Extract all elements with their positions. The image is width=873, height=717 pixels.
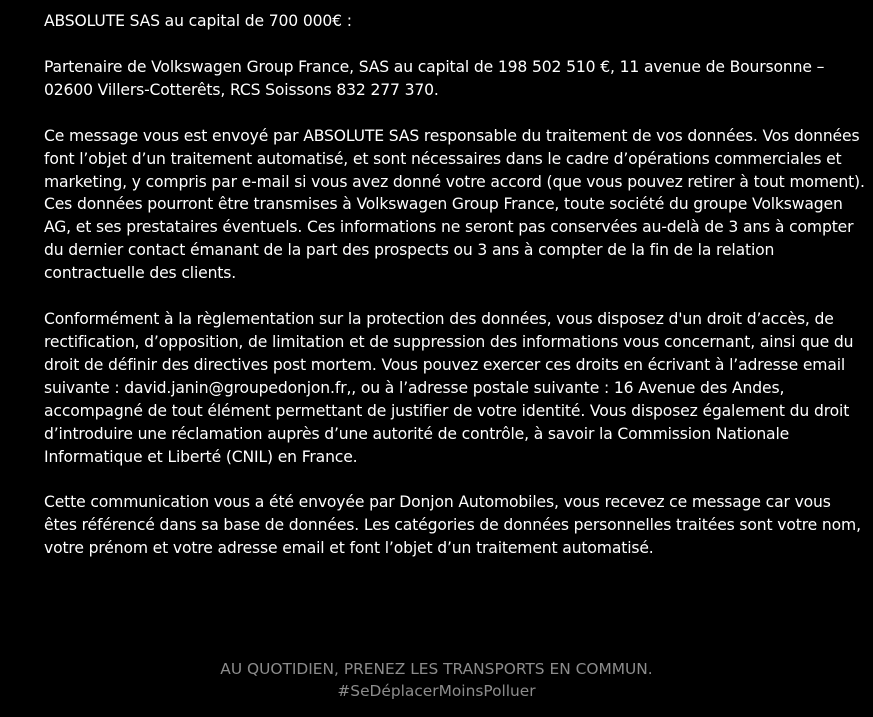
footer-slogan: AU QUOTIDIEN, PRENEZ LES TRANSPORTS EN COMMUN. <box>220 660 653 678</box>
communication-paragraph: Cette communication vous a été envoyée par Donjon Automobiles, vous recevez ce message car vous êtes référencé dans sa base de données. Les catégories de données personnelles traitées sont votre nom, votre prénom et votre adresse email et font l’objet d’un traitement automatisé. <box>44 493 861 558</box>
data-processing-paragraph: Ce message vous est envoyé par ABSOLUTE SAS responsable du traitement de vos données. Vos données font l’objet d’un traitement automatisé, et sont nécessaires dans le cadre d’opérations commerciales et marketing, y compris par e-mail si vous avez donné votre accord (que vous pouvez retirer à tout moment). Ces données pourront être transmises à Volkswagen Group France, toute société du groupe Volkswagen AG, et ses prestataires éventuels. Ces informations ne seront pas conservées au-delà de 3 ans à compter du dernier contact émanant de la part des prospects ou 3 ans à compter de la fin de la relation contractuelle des clients. <box>44 126 865 283</box>
legal-notice <box>44 10 866 560</box>
footer-hashtag: #SeDéplacerMoinsPolluer <box>337 682 536 700</box>
company-capital-line: ABSOLUTE SAS au capital de 700 000€ : <box>44 12 352 30</box>
partner-info-paragraph: Partenaire de Volkswagen Group France, SAS au capital de 198 502 510 €, 11 avenue de Boursonne – 02600 Villers-Cotterêts, RCS Soissons 832 277 370. <box>44 57 825 99</box>
data-rights-paragraph: Conformément à la règlementation sur la protection des données, vous disposez d'un droit d’accès, de rectification, d’opposition, de limitation et de suppression des informations vous concernant, ainsi que du droit de définir des directives post mortem. Vous pouvez exercer ces droits en écrivant à l’adresse email suivante : david.janin@groupedonjon.fr,, ou à l’adresse postale suivante : 16 Avenue des Andes, accompagné de tout élément permettant de justifier de votre identité. Vous disposez également du droit d’introduire une réclamation auprès d’une autorité de contrôle, à savoir la Commission Nationale Informatique et Liberté (CNIL) en France. <box>44 310 854 466</box>
footer <box>0 658 873 702</box>
